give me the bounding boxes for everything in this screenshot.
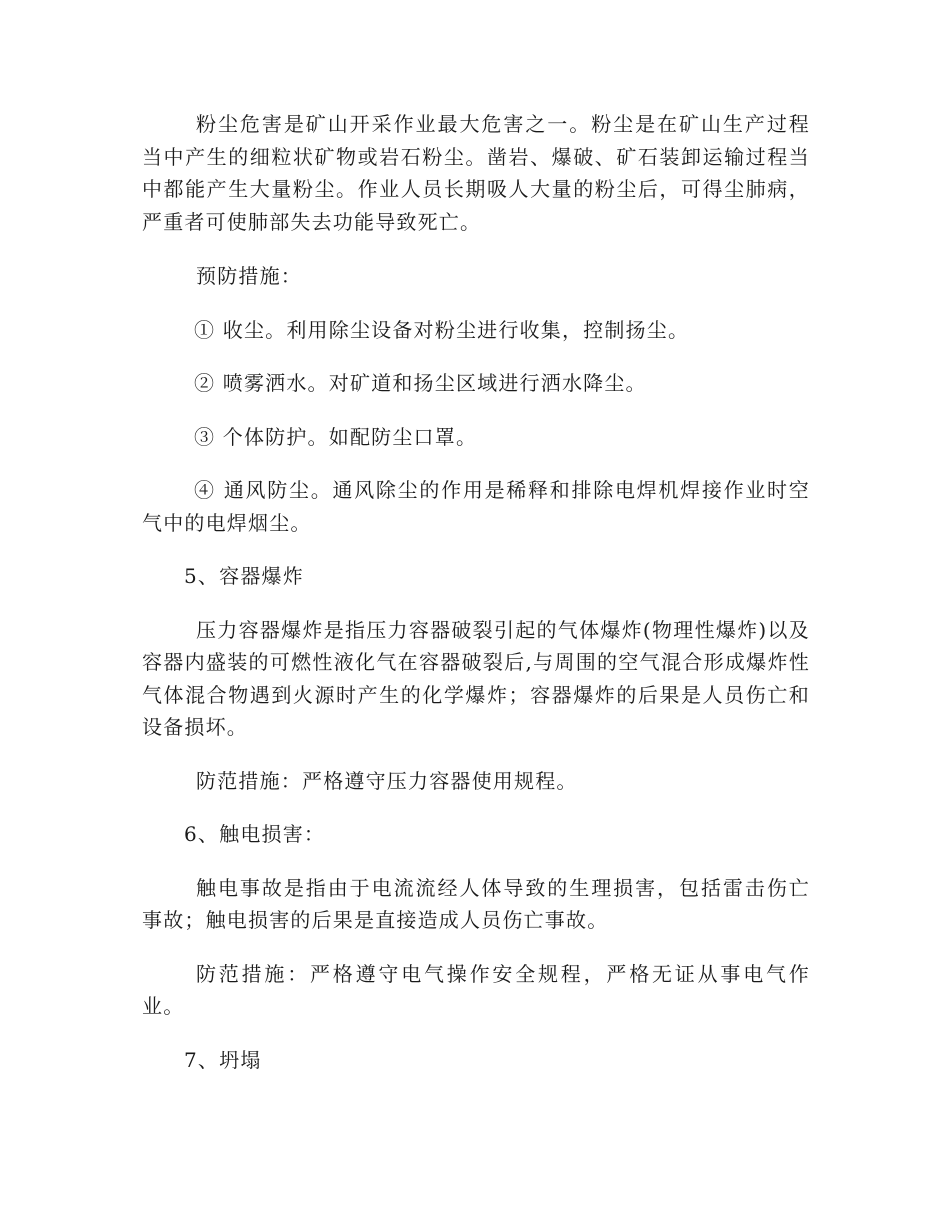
list-item-dust-collection: ① 收尘。利用除尘设备对粉尘进行收集，控制扬尘。 bbox=[194, 317, 690, 342]
paragraph-electric-precautions: 防范措施：严格遵守电气操作安全规程，严格无证从事电气作业。 bbox=[142, 961, 810, 1018]
section-heading-container-explosion: 5、容器爆炸 bbox=[184, 564, 304, 588]
section-heading-electric-shock: 6、触电损害： bbox=[184, 822, 326, 846]
paragraph-container-explosion: 压力容器爆炸是指压力容器破裂引起的气体爆炸(物理性爆炸)以及容器内盛装的可燃性液化气在容器破裂后,与周围的空气混合形成爆炸性气体混合物遇到火源时产生的化学爆炸；容器爆炸的后果是人员伤亡和设备损坏。 bbox=[142, 617, 810, 739]
paragraph-dust-hazard: 粉尘危害是矿山开采作业最大危害之一。粉尘是在矿山生产过程当中产生的细粒状矿物或岩石粉尘。凿岩、爆破、矿石装卸运输过程当中都能产生大量粉尘。作业人员长期吸人大量的粉尘后，可得尘肺病，严重者可使肺部失去功能导致死亡。 bbox=[142, 112, 810, 234]
list-item-water-spray: ② 喷雾洒水。对矿道和扬尘区域进行洒水降尘。 bbox=[194, 371, 647, 395]
paragraph-prevention-heading: 预防措施： bbox=[196, 264, 302, 288]
section-heading-collapse: 7、坍塌 bbox=[184, 1047, 262, 1072]
paragraph-electric-shock: 触电事故是指由于电流流经人体导致的生理损害，包括雷击伤亡事故；触电损害的后果是直接造成人员伤亡事故。 bbox=[142, 875, 810, 932]
paragraph-container-precautions: 防范措施：严格遵守压力容器使用规程。 bbox=[196, 768, 578, 793]
list-item-ventilation: ④ 通风防尘。通风除尘的作用是稀释和排除电焊机焊接作业时空气中的电焊烟尘。 bbox=[142, 478, 810, 535]
list-item-personal-protection: ③ 个体防护。如配防尘口罩。 bbox=[194, 424, 478, 449]
